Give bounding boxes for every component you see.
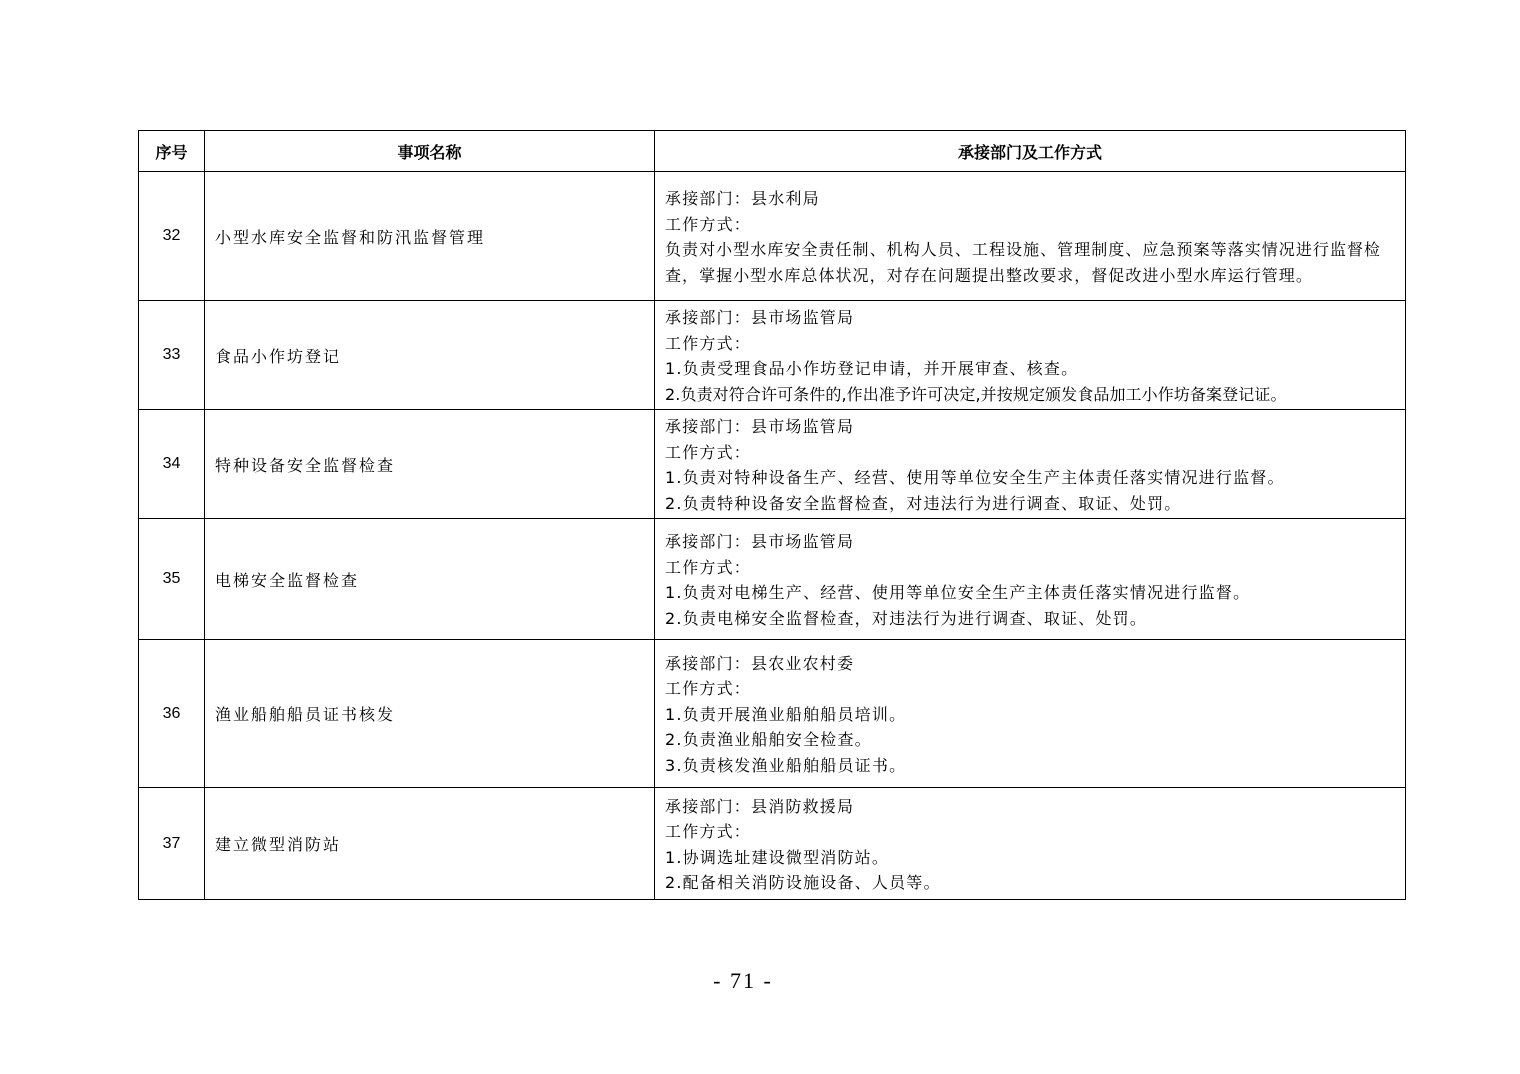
row-department-method xyxy=(655,410,1406,519)
row-serial-number: 33 xyxy=(139,301,205,410)
department-line: 承接部门：县市场监管局 xyxy=(665,532,855,551)
row-item-name: 特种设备安全监督检查 xyxy=(205,410,655,519)
method-label-line: 工作方式： xyxy=(665,822,752,841)
method-detail-line: 2.负责电梯安全监督检查，对违法行为进行调查、取证、处罚。 xyxy=(665,608,1148,628)
row-item-name: 小型水库安全监督和防汛监督管理 xyxy=(205,172,655,301)
table-row xyxy=(139,301,1406,410)
method-detail-line: 1.负责开展渔业船舶船员培训。 xyxy=(665,704,907,724)
method-detail-line: 1.负责对特种设备生产、经营、使用等单位安全生产主体责任落实情况进行监督。 xyxy=(665,468,1285,487)
row-department-method xyxy=(655,301,1406,410)
method-label-line: 工作方式： xyxy=(665,557,752,577)
header-row xyxy=(139,131,1406,172)
row-item-name: 建立微型消防站 xyxy=(205,788,655,900)
table-body xyxy=(139,172,1406,900)
header-item-name: 事项名称 xyxy=(205,131,655,172)
method-detail-line: 负责对小型水库安全责任制、机构人员、工程设施、管理制度、应急预案等落实情况进行监督检查，掌握小型水库总体状况，对存在问题提出整改要求，督促改进小型水库运行管理。 xyxy=(665,240,1382,285)
method-detail-line: 1.协调选址建设微型消防站。 xyxy=(665,847,890,867)
table-row xyxy=(139,410,1406,519)
method-detail-line: 2.配备相关消防设施设备、人员等。 xyxy=(665,873,941,892)
table-row xyxy=(139,640,1406,788)
row-serial-number: 36 xyxy=(139,640,205,788)
row-serial-number: 32 xyxy=(139,172,205,301)
row-item-name: 电梯安全监督检查 xyxy=(205,519,655,640)
header-department-and-method: 承接部门及工作方式 xyxy=(655,131,1406,172)
method-detail-line: 1.负责受理食品小作坊登记申请，并开展审查、核查。 xyxy=(665,359,1079,378)
department-line: 承接部门：县消防救援局 xyxy=(665,796,855,816)
items-table xyxy=(138,130,1406,900)
row-item-name: 渔业船舶船员证书核发 xyxy=(205,640,655,788)
row-department-method xyxy=(655,788,1406,900)
method-detail-line: 1.负责对电梯生产、经营、使用等单位安全生产主体责任落实情况进行监督。 xyxy=(665,583,1251,602)
method-label-line: 工作方式： xyxy=(665,442,752,462)
row-item-name: 食品小作坊登记 xyxy=(205,301,655,410)
table-row xyxy=(139,788,1406,900)
department-line: 承接部门：县农业农村委 xyxy=(665,653,855,673)
row-department-method xyxy=(655,519,1406,640)
header-serial-number: 序号 xyxy=(139,131,205,172)
method-label-line: 工作方式： xyxy=(665,214,752,234)
department-line: 承接部门：县市场监管局 xyxy=(665,308,855,327)
method-detail-line: 2.负责特种设备安全监督检查，对违法行为进行调查、取证、处罚。 xyxy=(665,493,1182,513)
method-label-line: 工作方式： xyxy=(665,333,752,353)
row-department-method xyxy=(655,172,1406,301)
page-number: - 71 - xyxy=(713,968,773,993)
department-line: 承接部门：县市场监管局 xyxy=(665,417,855,436)
table-row xyxy=(139,519,1406,640)
method-detail-line: 2.负责渔业船舶安全检查。 xyxy=(665,730,872,750)
row-serial-number: 34 xyxy=(139,410,205,519)
row-serial-number: 37 xyxy=(139,788,205,900)
table-header xyxy=(139,131,1406,172)
method-detail-line: 2.负责对符合许可条件的,作出准予许可决定,并按规定颁发食品加工小作坊备案登记证。 xyxy=(665,384,1287,404)
method-detail-line: 3.负责核发渔业船舶船员证书。 xyxy=(665,755,907,775)
method-label-line: 工作方式： xyxy=(665,679,752,699)
row-serial-number: 35 xyxy=(139,519,205,640)
table-row xyxy=(139,172,1406,301)
department-line: 承接部门：县水利局 xyxy=(665,189,820,208)
row-department-method xyxy=(655,640,1406,788)
